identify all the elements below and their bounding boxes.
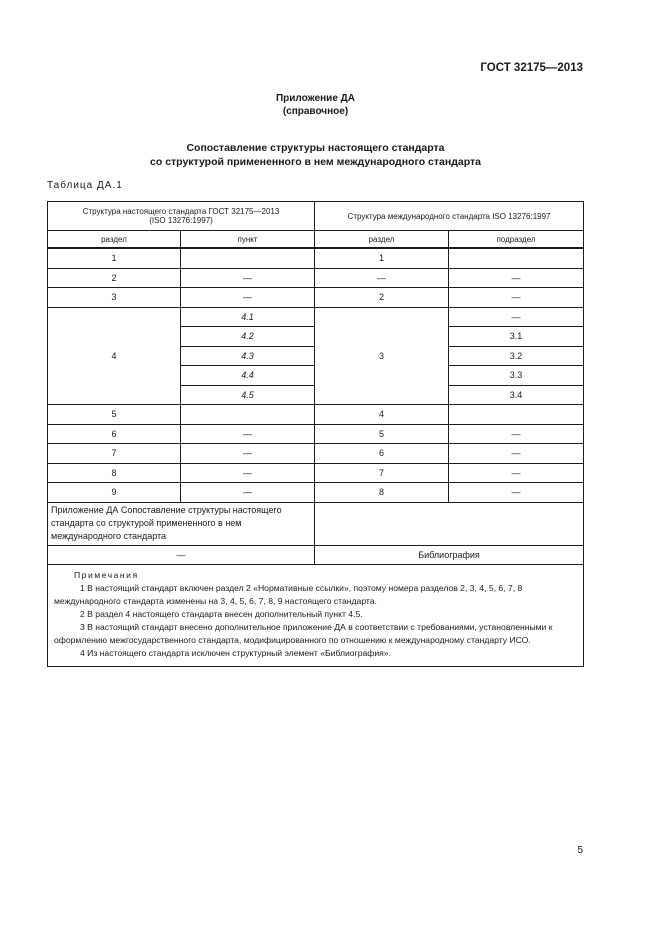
cell: 1: [48, 248, 181, 268]
cell: 6: [48, 424, 181, 444]
col-group-national-line1: Структура настоящего стандарта ГОСТ 32175—2013: [82, 207, 280, 216]
cell: —: [181, 424, 315, 444]
cell: [449, 405, 584, 425]
title-line-2: со структурой примененного в нем международного стандарта: [150, 156, 481, 168]
cell: 3.4: [449, 385, 584, 405]
standard-code: ГОСТ 32175—2013: [480, 62, 583, 74]
cell: [181, 405, 315, 425]
page-number: 5: [577, 845, 583, 856]
table-row: [48, 424, 584, 444]
cell: 1: [315, 248, 449, 268]
cell: 3: [48, 288, 181, 308]
table-row: [48, 463, 584, 483]
cell: 3.2: [449, 346, 584, 366]
cell-intl-section-3: 3: [315, 307, 449, 405]
cell: 8: [48, 463, 181, 483]
cell: —: [181, 288, 315, 308]
notes-row: [48, 565, 584, 667]
cell-appendix: Приложение ДА Сопоставление структуры настоящего стандарта со структурой примененного в нем международного стандарта: [48, 502, 315, 545]
cell: 6: [315, 444, 449, 464]
cell: —: [449, 463, 584, 483]
cell: 9: [48, 483, 181, 503]
title-line-1: Сопоставление структуры настоящего стандарта: [186, 142, 445, 154]
page-title: [0, 141, 631, 169]
cell-clause: 4.2: [181, 327, 315, 347]
table-header-row: [48, 202, 584, 231]
table-caption: Таблица ДА.1: [47, 180, 123, 191]
cell-clause: 4.4: [181, 366, 315, 386]
cell: —: [449, 268, 584, 288]
comparison-table: [47, 201, 583, 667]
appendix-heading: [0, 92, 631, 118]
cell: 5: [48, 405, 181, 425]
note-item: 2 В раздел 4 настоящего стандарта внесен дополнительный пункт 4.5.: [80, 609, 363, 619]
note-item: 1 В настоящий стандарт включен раздел 2 «Нормативные ссылки», поэтому номера разделов 2, 3, 4, 5, 6, 7, 8 международного стандарта изменены на 3, 4, 5, 6, 7, 8, 9 настоящего стандарта.: [54, 583, 523, 606]
cell: —: [449, 444, 584, 464]
cell: 4: [315, 405, 449, 425]
cell: —: [449, 424, 584, 444]
col-group-international: Структура международного стандарта ISO 13276:1997: [315, 202, 584, 231]
note-item: 4 Из настоящего стандарта исключен структурный элемент «Библиография».: [80, 648, 391, 658]
cell-bibliography-intl: Библиография: [315, 545, 584, 565]
table-row: [48, 288, 584, 308]
bibliography-row: [48, 545, 584, 565]
cell-clause: 4.1: [181, 307, 315, 327]
cell: 2: [315, 288, 449, 308]
subheader-intl-section: раздел: [315, 231, 449, 249]
table-row: [48, 444, 584, 464]
table-row: [48, 483, 584, 503]
subheader-clause: пункт: [181, 231, 315, 249]
cell: [181, 248, 315, 268]
cell: —: [449, 483, 584, 503]
notes-title: Примечания: [74, 570, 139, 580]
cell-clause: 4.5: [181, 385, 315, 405]
col-group-national: [48, 202, 315, 231]
col-group-national-line2: (ISO 13276:1997): [149, 216, 213, 225]
cell: —: [181, 463, 315, 483]
table-row: [48, 405, 584, 425]
subheader-section: раздел: [48, 231, 181, 249]
cell: 5: [315, 424, 449, 444]
table-row: [48, 248, 584, 268]
cell-clause: 4.3: [181, 346, 315, 366]
cell: 3.1: [449, 327, 584, 347]
note-item: 3 В настоящий стандарт внесено дополнительное приложение ДА в соответствии с требованиями, установленными к оформлению межгосударственного стандарта, модифицированного по отношению к международному стандарту ИСО.: [54, 622, 553, 645]
cell: 2: [48, 268, 181, 288]
cell: 8: [315, 483, 449, 503]
appendix-subtitle: (справочное): [282, 106, 349, 117]
cell-section-4: 4: [48, 307, 181, 405]
cell: —: [315, 268, 449, 288]
cell: —: [449, 307, 584, 327]
cell: 7: [48, 444, 181, 464]
subheader-intl-subsection: подраздел: [449, 231, 584, 249]
table-row: [48, 268, 584, 288]
cell: 3.3: [449, 366, 584, 386]
cell: —: [181, 268, 315, 288]
notes-cell: [48, 565, 584, 667]
table-row: [48, 307, 584, 327]
appendix-row: [48, 502, 584, 545]
cell: 7: [315, 463, 449, 483]
table-subheader-row: [48, 231, 584, 249]
cell: —: [181, 444, 315, 464]
cell: —: [449, 288, 584, 308]
cell-bibliography-national: —: [48, 545, 315, 565]
cell: —: [181, 483, 315, 503]
appendix-title: Приложение ДА: [275, 93, 356, 104]
cell-appendix-intl: [315, 502, 584, 545]
cell: [449, 248, 584, 268]
